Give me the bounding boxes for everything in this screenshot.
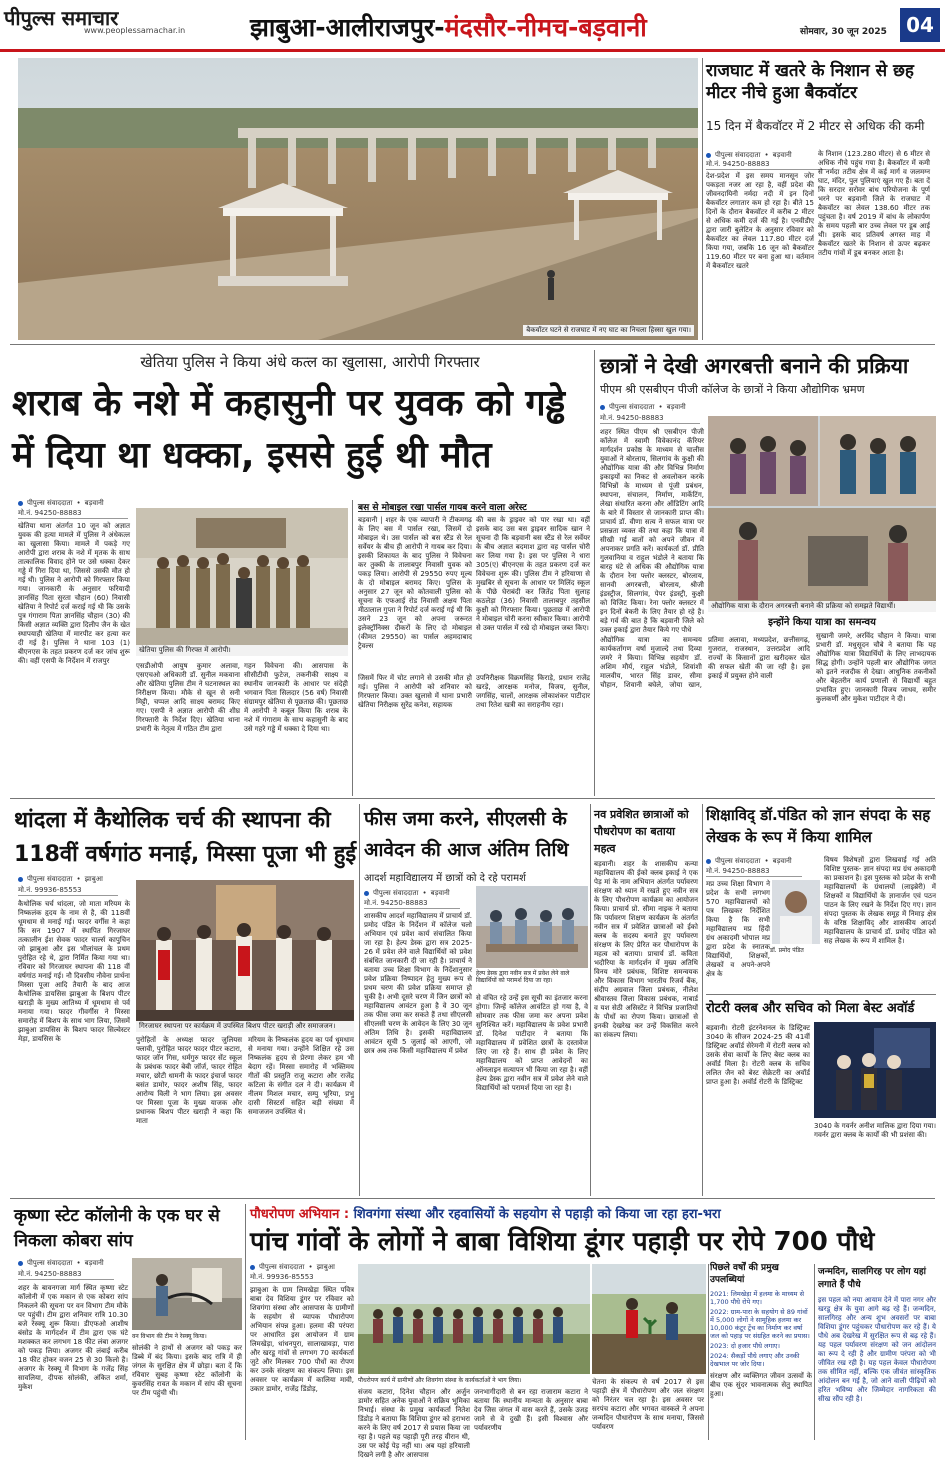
title-part-2: मंदसौर-नीमच-बड़वानी [444, 13, 647, 42]
murder-headline: शराब के नशे में कहासुनी पर युवक को गड्ढे में दिया था धक्का, इससे हुई थी मौत [12, 383, 566, 476]
masthead-title [250, 10, 810, 44]
byline-text: पीपुल्स संवाददाता [259, 1262, 305, 1271]
parcel-headline: बस से मोबाइल रखा पार्सल गायब करने वाला अरेस्ट [358, 500, 590, 512]
hill-col5: संरक्षण और व्यक्तिगत जीवन उत्सवों के बीच एक सुंदर भावनात्मक सेतु स्थापित हुआ। [710, 1372, 812, 1398]
achievements-list [710, 1290, 812, 1368]
rajghat-illustration [18, 58, 698, 340]
pandit-photo [772, 880, 820, 944]
fees-col1: शासकीय आदर्श महाविद्यालय में प्राचार्य डॉ. प्रमोद पंडित के निर्देशन में कॉलेज चलो अभियान एवं प्रवेश कार्य संचालित किया जा रहा है। हेल्प डेस्क द्वारा सत्र 2025-26 में प्रवेश लेने वाले विद्यार्थियों को प्रवेश संबंधित जानकारी दी जा रही है। प्राचार्य ने बताया उच्च शिक्षा विभाग के निर्देशानुसार प्रवेश प्रक्रिया निष्पादन हेतु मुख्य रूप से प्रथम चरण की प्रवेश प्रक्रिया समाप्त हो चुकी है। अभी दूसरे चरण में जिन छात्रों को महाविद्यालय आवंटन हुआ है वे 30 जून तक फीस जमा कर सकते हैं तथा सीएलसी सीएलसी चरण के आवेदन के लिए 30 जून अंतिम तिथि है। इसकी महाविद्यालय आवंटन सूची 5 जुलाई को आएगी, जो छात्र अब तक किसी महाविद्यालय में प्रवेश [364, 912, 472, 1055]
cobra-col2: सोलंकी ने हाथों से अजगर को पकड़ कर डिब्बे में बंद किया। इसके बाद रात्रि में ही जंगल के सुरक्षित क्षेत्र में छोड़ा। बता दें कि रविवार सुबह कृष्णा स्टेट कॉलोनी के कुवरसिंह रावत के मकान में सांप की सूचना पर टीम पहुंची थी। [132, 1344, 242, 1397]
birthday-headline: जन्मदिन, सालगिरह पर लोग यहां लगाते हैं पौधे [818, 1267, 926, 1290]
murder-kicker: खेतिया पुलिस ने किया अंधे कत्ल का खुलासा, आरोपी गिरफ्तार [140, 353, 480, 371]
agarbatti-illustration [708, 416, 936, 612]
rotary-headline: रोटरी क्लब और सचिव को मिला बेस्ट अवॉर्ड [706, 1001, 915, 1016]
parcel-col2: की बस के ड्राइवर को पार रखा था। वहीं इसके बाद उस बस ड्राइवर सादिक खान ने सूचना दी कि बड़वानी बस स्टैंड से रेल सर्वेयर के बीच अज्ञात बदमाश द्वारा वह पार्सल चोरी कर लिया गया है। इस पर पुलिस ने धारा 305(ए) बीएनएस के तहत प्रकरण दर्ज कर विवेचना शुरू की। पुलिस टीम ने हरियाणा से मुखबिर से सूचना के आधार पर मिलिंद स्कूल के पीछे घेराबंदी कर जितेंद्र पिता सुलाह कठलेड़ा (36) निवासी तालाबपुर तहसील कुक्षी को गिरफ्तार किया। पूछताछ में आरोपी ने मोबाइल चोरी करना स्वीकार किया। आरोपी से उक्त पार्सल में रखे दो मोबाइल जब्त किए। [476, 516, 590, 632]
pandit-photo-caption: डॉ. प्रमोद पंडित [770, 947, 804, 954]
agarbatti-headline: छात्रों ने देखी अगरबत्ती बनाने की प्रक्रिया [600, 354, 909, 378]
fees-col2: से वंचित रहे उन्हें इस सूची का इंतजार करना होगा। जिन्हें कॉलेज आवंटित हो गया है, वे सोमवार तक फीस जमा कर अपना प्रवेश सुनिश्चित करें। महाविद्यालय के प्रवेश प्रभारी डॉ. दिनेश पाटीदार ने बताया कि महाविद्यालय में प्रवेशित छात्रों के दस्तावेज लिए जा रहे हैं। साथ ही प्रवेश के लिए महाविद्यालय को प्राप्त आवेदनों का ऑनलाइन सत्यापन भी किया जा रहा है। वहीं हेल्प डेस्क द्वारा नवीन सत्र में प्रवेश लेने वाले विद्यार्थियों को परामर्श दिया जा रहा है। [476, 994, 588, 1092]
byline-text: पीपुल्स संवाददाता [715, 150, 761, 159]
pandit-headline: शिक्षाविद् डॉ.पंडित को ज्ञान संपदा के सह लेखक के रूप में किया शामिल [706, 806, 931, 846]
achievement-item: 2023: दो हजार पौधे लगाए। [710, 1342, 780, 1350]
church-mobile: मो.नं. 99936-85553 [18, 886, 118, 896]
police-photo-caption: खेतिया पुलिस की गिरफ्त में आरोपी। [136, 645, 348, 656]
pandit-portrait [772, 880, 820, 944]
byline-dot [600, 405, 605, 410]
fees-subhead: आदर्श महाविद्यालय में छात्रों को दे रहे परामर्श [364, 873, 526, 884]
byline-place: झाबुआ [316, 1262, 335, 1271]
cobra-headline: कृष्णा स्टेट कॉलोनी के एक घर से निकला कोबरा सांप [14, 1206, 220, 1251]
achievement-item: 2024: सैकड़ों पौधे लगाए और उनकी देखभाल पर जोर दिया। [710, 1352, 800, 1368]
agarbatti-photo [708, 416, 936, 612]
fees-mobile: मो.नं. 94250-88883 [364, 899, 460, 909]
eco-col1: बड़वानी। शहर के शासकीय कन्या महाविद्यालय की ईको क्लब इकाई ने एक पेड़ मां के नाम अभियान अंतर्गत पर्यावरण संरक्षण को ध्यान में रखते हुए नवीन सत्र के लिए पौधरोपण कार्यक्रम का आयोजन किया। प्राचार्य प्रो. सीमा नाइक ने बताया कि पर्यावरण शिक्षण कार्यक्रम के अंतर्गत नवीन सत्र में प्रवेशित छात्राओं को ईको क्लब के सदस्य बनाते हुए पर्यावरण संरक्षण के लिए प्रेरित कर पौधारोपण के महत्व को बताया। प्राचार्य डॉ. कविता भदौरिया के मार्गदर्शन में मुख्य अतिथि विनय मोरे प्रबंधक, विशिष्ट समन्वयक और विकास विभाग भारतीय रिजर्व बैंक, संदीप अग्रवाल जिला प्रबंधक, नीलेश श्रीवास्तव जिला विकास प्रबंधक, नाबार्ड व यश सेठी असिस्टेंट ने विभिन्न प्रजातियों के पौधों का रोपण किया। छात्राओं से इनकी देखरेख कर उन्हें विकसित करने का संकल्प लिया। [594, 860, 698, 1039]
byline-text: पीपुल्स संवाददाता [715, 856, 761, 865]
church-headline: थांदला में कैथोलिक चर्च की स्थापना की 118वीं वर्षगांठ मनाई, मिस्सा पूजा भी हुई [14, 808, 357, 867]
byline-text: पीपुल्स संवाददाता [27, 498, 73, 507]
byline-dot [18, 501, 23, 506]
agarbatti-photo-caption: औद्योगिक यात्रा के दौरान अगरबत्ती बनाने की प्रक्रिया को समझते विद्यार्थी। [708, 601, 936, 612]
church-byline: पीपुल्स संवाददाता • झाबुआ [18, 874, 148, 884]
hill-group-illustration [358, 1264, 590, 1374]
police-photo [136, 508, 348, 656]
website: www.peoplessamachar.in [84, 26, 186, 35]
coordination-subhead: इन्होंने किया यात्रा का समन्वय [768, 617, 876, 628]
rotary-illustration [814, 1022, 936, 1118]
murder-col2: एसडीओपी आयुष कुमार अलावा, एसएचओ अधिकारी डॉ. सुनील मकवाना और खेतिया पुलिस टीम ने घटनास्थल का निरीक्षण किया। मौके से खून से सनी मिट्टी, चप्पल आदि साक्ष्य बरामद किए गए। एसपी ने अज्ञात आरोपी की शीघ्र गिरफ्तारी के निर्देश दिए। खेतिया थाना प्रभारी के नेतृत्व में गठित टीम द्वारा [136, 662, 240, 733]
church-photo-caption: गिरजाघर स्थापना पर कार्यक्रम में उपस्थित बिशप पीटर खराड़ी और समाजजन। [136, 1021, 354, 1032]
byline-text: पीपुल्स संवाददाता [609, 402, 655, 411]
hill-group-caption: पौधरोपण कार्य में ग्रामीणों और शिवगंगा संस्था के कार्यकर्ताओं ने भाग लिया। [358, 1377, 522, 1384]
hill-photo-planting [592, 1264, 706, 1374]
murder-byline: पीपुल्स संवाददाता • बड़वानी [18, 498, 158, 508]
rajghat-photo [18, 58, 698, 340]
title-part-1: झाबुआ-आलीराजपुर- [250, 13, 445, 42]
hill-photo-group [358, 1264, 590, 1374]
agarbatti-mobile: मो.नं. 94250-88883 [600, 414, 700, 424]
achievements-box [710, 1262, 812, 1436]
cobra-illustration [132, 1258, 242, 1330]
byline-text: पीपुल्स संवाददाता [27, 1258, 73, 1267]
eco-headline: नव प्रवेशित छात्राओं को पौधरोपण का बताया महत्व [594, 808, 689, 855]
rajghat-col1: देश-प्रदेश में इस समय मानसून जोर पकड़ता नजर आ रहा है, वहीं प्रदेश की जीवनदायिनी नर्मदा नदी में इन दिनों बैकवॉटर लगातार कम हो रहा है। बीते 15 दिनों के दौरान बैकवॉटर में करीब 2 मीटर से अधिक कमी दर्ज की गई है। एनवीडीए द्वारा जारी बुलेटिन के अनुसार रविवार को बैकवॉटर का लेवल 117.80 मीटर दर्ज किया गया, जबकि 16 जून को बैकवॉटर 119.60 मीटर पर बना हुआ था। वर्तमान में बैकवॉटर खतरे [706, 172, 814, 270]
byline-place: बड़वानी [772, 856, 792, 865]
byline-text: पीपुल्स संवाददाता [27, 874, 73, 883]
hill-kicker-text: शिवगंगा संस्था और रहवासियों के सहयोग से पहाड़ी को किया जा रहा हरा-भरा [353, 1207, 721, 1222]
birthday-col: इस पहल को नया आयाम देने में पारा नगर और खरडू क्षेत्र के युवा आगे बढ़ रहे हैं। जन्मदिन, सालगिरह और अन्य शुभ अवसरों पर बाबा विशिया डूंगर पहुंचकर पौधारोपण कर रहे हैं। ये पौधे अब देखरेख में सुरक्षित रूप से बढ़ रहे हैं। यह पहल पर्यावरण संरक्षण को जन आंदोलन का रूप दे रही है और ग्रामीण परंपरा को भी जीवित रख रही है। यह पहल केवल पौधारोपण तक सीमित नहीं, बल्कि एक जीवंत सांस्कृतिक आंदोलन बन गई है, जो आने वाली पीढ़ियों को हरित भविष्य और जिम्मेदार नागरिकता की सीख सौंप रही है। [818, 1296, 936, 1403]
byline-place: बड़वानी [666, 402, 686, 411]
rajghat-photo-caption: बैकवॉटर घटने से राजघाट में नए घाट का निचला हिस्सा खुल गया। [523, 325, 694, 336]
byline-dot [18, 1261, 23, 1266]
date: सोमवार, 30 जून 2025 [800, 27, 887, 37]
fees-headline: फीस जमा करने, सीएलसी के आवेदन की आज अंतिम तिथि [364, 808, 569, 861]
church-col2: पुरोहितों के अध्यक्ष फादर जुलियस फ्लावी, पुरोहित फादर फादर पीटर कटारा, फादर जॉन गिस, धर्मगुरु फादर सेंट स्कूल के प्रबंधक फादर बेबी जॉर्ज, फादर रोहित मचार, छोटी धामनी के फादर इंचार्ज फादर बसंत डामोर, फादर अशीष सिंह, फादर आरोग्य विली ने भाग लिया। इस अवसर पर मिस्सा पूजा के मुख्य याजक और प्रधानक बिशप पीटर खराड़ी ने कहा कि माता [136, 1036, 242, 1125]
byline-dot [364, 891, 369, 896]
achievements-title: पिछले वर्षों की प्रमुख उपलब्धियां [710, 1263, 779, 1285]
church-col3: मरियम के निष्कलंक हृदय का पर्व धूमधाम से मनाया गया। उन्होंने शिक्षित रहे उस निष्कलंक हृदय से प्रेरणा लेकर हम भी बेदाग रहें। मिस्सा समारोह में भक्तिमय गीतों की प्रस्तुति राजू कटारा और राजेंद्र कटिला के संगीत दल ने दी। कार्यक्रम में नीलम मिशल मचार, सम्पु भूरिया, प्रभु दासी सिस्टर्स सहित बड़ी संख्या में समाजजन उपस्थित थे। [248, 1036, 354, 1116]
rajghat-byline: पीपुल्स संवाददाता • बड़वानी [706, 150, 826, 160]
rajghat-mobile: मो.नं. 94250-88883 [706, 160, 826, 170]
page-number: 04 [900, 8, 940, 42]
church-photo [136, 880, 354, 1032]
hill-col4: चेतना के संकल्प से वर्ष 2017 से इस पहाड़ी क्षेत्र में पौधारोपण और जल संरक्षण को निरंतर चल रहा है। इस अवसर पर सरपंच कटारा और भगवत वास्कले ने अपना जन्मदिन पौधारोपण के साथ मनाया, जिससे पर्यावरण [592, 1378, 704, 1431]
hill-byline: पीपुल्स संवाददाता • झाबुआ [250, 1262, 370, 1272]
rotary-col2: 3040 के गवर्नर अनीश मालिक द्वारा दिया गया। गवर्नर द्वारा क्लब के कार्यों की भी प्रशंसा की। [814, 1122, 936, 1139]
agarbatti-byline: पीपुल्स संवाददाता • बड़वानी [600, 402, 730, 412]
masthead [0, 0, 945, 52]
church-col1: कैथोलिक चर्च थांदला, जो माता मरियम के निष्कलंक हृदय के नाम से है, की 118वीं धूमधाम से मनाई गई। फादर वर्गीस ने कहा कि सन 1907 में स्थापित गिरजाघर तत्कालीन ईश सेवक फादर चार्ल्स कापुचिन जो झाबुआ और इस भीलांचल के प्रथम पुरोहित रहे थे, द्वारा निर्मित किया गया था। रविवार को गिरजाघर स्थापना की 118 वीं वर्षगांठ मनाई गई। नौ दिवसीय नौवेना प्रार्थना मिस्सा पूजा आदि तैयारी के बाद आज कैथोलिक डायसिस झाबुआ के बिशप पीटर खराड़ी के मुख्य आतिथ्य में धूमधाम से पर्व मनाया गया। फादर गीवर्गीस ने मिस्सा समारोह में बिशप के साथ भाग लिया, जिसमें झाबुआ डायसिस के बिशप फादर सिल्वेस्टर मेड़ा, डायसिस के [18, 900, 130, 1043]
byline-dot [706, 859, 711, 864]
rajghat-subhead: 15 दिन में बैकवॉटर में 2 मीटर से अधिक की कमी [706, 119, 925, 133]
byline-place: बड़वानी [430, 888, 450, 897]
masthead-logo [4, 4, 186, 35]
hill-col1: झाबुआ के ग्राम लिमखेड़ा स्थित पवित्र बाबा देव विशिया डूंगर पर रविवार को शिवगंगा संस्था और आसपास के ग्रामीणों के सहयोग से व्यापक पौधारोपण अभियान संपन्न हुआ। हलमा की परंपरा पर आधारित इस आयोजन में ग्राम लिमखेड़ा, धांधनपुरा, सालाखावड़ा, पारा और खरडू गांवों से लगभग 70 कार्यकर्ता जुटे और मिलकर 700 पौधों का रोपण कर उनके संरक्षण का संकल्प लिया। इस अवसर पर कार्यक्रम में कालिया मावी, उकार डामोर, राजेंद्र डिंडोड़, [250, 1286, 354, 1393]
helpdesk-photo [476, 886, 588, 968]
hill-kicker-label: पौधरोपण अभियान : [250, 1207, 350, 1222]
achievement-item: 2021: लिमखेड़ा में हलमा के माध्यम से 1,700 पौधे रोपे गए। [710, 1290, 804, 1306]
rotary-col1: बड़वानी। रोटरी इंटरनेशनल के डिस्ट्रिक्ट 3040 के सीजन 2024-25 की 41वीं डिस्ट्रिक्ट अवॉर्ड सेरेमनी में रोटरी क्लब को उसके सेवा कार्यों के लिए बेस्ट क्लब का अवॉर्ड मिला है। रोटरी क्लब के सचिव ललित जैन को बेस्ट सेक्रेटरी का अवॉर्ड प्राप्त हुआ है। अवॉर्ड रोटरी के डिस्ट्रिक्ट [706, 1024, 810, 1086]
murder-col5: उपनिरीक्षक विक्रमसिंह किराड़े, प्रधान राजेंद्र खरड़े, आरक्षक मनोज, विजय, सुनील, जगसिंह, चालों, आरक्षक लोकाशंकर पाटीदार तथा रितेश खत्री का सराहनीय रहा। [476, 674, 590, 709]
agarbatti-col2: औद्योगिक यात्रा का समन्वय कार्यकर्तागण वर्षा मुजाल्दे तथा दिव्या जमरे ने किया। विभिन्न सहयोग डॉ. अशिम मौर्य, राहुल भंडोले, शिवांशी मालवीय, भारत सिंह डावर, सीमा चौहान, शिवानी बघेले, जोया खान, प्रतिमा अलावा, मध्यप्रदेश, छत्तीसगढ़, गुजरात, राजस्थान, उत्तरप्रदेश आदि राज्यों के किसानों द्वारा खरीदकर खेत की सफल खेती की जा रही है। इस इकाई में प्रयुक्त होने वाली [600, 636, 810, 689]
murder-col1: खेतिया थाना अंतर्गत 10 जून को अज्ञात युवक की हत्या मामले में पुलिस ने अंधेकत्ल का खुलासा किया। मामले में पकड़े गए आरोपी द्वारा शराब के नशे में मृतक के साथ तात्कालिक विवाद होने पर उसे धक्का देकर गड्ढे में गिरा दिया था, जिससे उसकी मौत हो गई थी। पुलिस ने आरोपी को गिरफ्तार किया गया। जानकारी के अनुसार फरियादी ज्ञानसिंह पिता सुरता चौहान (60) निवासी खेतिया ने रिपोर्ट दर्ज कराई गई थी कि उसके पुत्र गंगाराम पिता ज्ञानसिंह चौहान (30) की किसी अज्ञात व्यक्ति द्वारा दिलीप जैन के खेत स्थापयाही खेतिया में मारपीट कर हत्या कर दी गई है। पुलिस ने थाना 103 (1) बीएनएस के तहत प्रकरण दर्ज कर जांच शुरू की। वहीं एसपी के निर्देशन में राजपुर [18, 522, 130, 665]
logo-text: पीपुल्स समाचार [4, 6, 119, 30]
byline-place: बड़वानी [772, 150, 792, 159]
helpdesk-illustration [476, 886, 588, 968]
byline-place: बड़वानी [84, 1258, 104, 1267]
hill-kicker [250, 1204, 936, 1220]
cobra-col1: शहर के बावनगजा मार्ग स्थित कृष्णा स्टेट कॉलोनी में एक मकान से एक कोबरा सांप निकलने की सूचना पर वन विभाग टीम मौके पर पहुंची। टीम द्वारा शनिवार रात्रि 10.30 बजे रेस्क्यू शुरू किया। डीएफओ आशीष बंसोड के मार्गदर्शन में टीम द्वारा एक घंटे मशक्कत कर लगभग 18 फीट लंबा अजगर को पकड़ लिया। अजगर की लंबाई करीब 18 फीट होकर वजन 25 से 30 किलो है। अजगर के रेस्क्यू में विभाग के गजेंद्र सिंह सावलिया, दीपक सोलंकी, अंकित शर्मा, मुकेश [18, 1284, 128, 1391]
fees-byline: पीपुल्स संवाददाता • बड़वानी [364, 888, 474, 898]
rajghat-headline: राजघाट में खतरे के निशान से छह मीटर नीचे हुआ बैकवॉटर [706, 61, 914, 103]
cobra-photo-caption: वन विभाग की टीम ने रेस्क्यू किया। [132, 1333, 207, 1340]
pandit-col2: विषय विशेषज्ञों द्वारा लिखवाई गई अति विशिष्ट पुस्तक- ज्ञान संपदा मप्र ग्रंथ अकादमी का प्रकाशन है। इस पुस्तक को प्रदेश के सभी महाविद्यालयों के ग्रंथालयों (लाइब्रेरी) में शिक्षकों व विद्यार्थियों के ज्ञानार्जन एवं पठन पाठन के लिए रखने के निर्देश दिए गए। ज्ञान संपदा पुस्तक के लेखक समूह में निमाड़ क्षेत्र के वरिष्ठ शिक्षाविद् और शासकीय आदर्श महाविद्यालय के प्राचार्य डॉ. प्रमोद पंडित को सह लेखक के रूप में शामिल है। [824, 856, 936, 945]
helpdesk-photo-caption: हेल्प डेस्क द्वारा नवीन सत्र में प्रवेश लेने वाले विद्यार्थियों को परामर्श दिया जा रहा। [476, 970, 570, 984]
cobra-byline: पीपुल्स संवाददाता • बड़वानी [18, 1258, 138, 1268]
achievement-item: 2022: ग्राम-पारा के सहयोग से 89 गांवों में 5,000 लोगों ने सामूहिक हलमा कर 10,000 कंटूर ट्रेंच का निर्माण कर वर्षा जल को पहाड़ पर संग्रहित करने का प्रयास। [710, 1308, 810, 1340]
hill-col3: जनभागीदारी से बन रहा राजाराम कटारा ने बताया कि स्थानीय मान्यता के अनुसार बाबा देव जिस जंगल में वास करते हैं, उसके उजड़ जाने से वे दुखी हैं। इसी विश्वास और पर्यावरणीय [474, 1388, 588, 1432]
parcel-col1: बड़वानी | शहर के एक व्यापारी ने टीकमगढ़ के लिए बस में पार्सल रखा, जिसमें दो मोबाइल थे। उस पार्सल को बस स्टैंड से रेल सर्वेयर के बीच ही आरोपी ने गायब कर दिया। इसकी शिकायत के बाद पुलिस ने विवेचना कर तुक्की के तालाबपुर निवासी युवक को पकड़ लिया। आरोपी से 29550 रुपए मूल्य के दो मोबाइल बरामद किए। पुलिस के अनुसार 27 जून को कोतवाली पुलिस को सूचना के एफआई रोड निवासी अक्षय पिता मीठालाल गुप्ता ने रिपोर्ट दर्ज कराई गई थी कि उसने 23 जून को अपना जरूरत इलेक्ट्रॉनिक्स दीकरों के लिए दो मोबाइल (कीमत 29550) का पार्सल अहमदाबाद ट्रैवल्स [358, 516, 473, 650]
agarbatti-col1: शहर स्थित पीएम श्री एसबीएन पीजी कॉलेज में स्वामी विवेकानंद कॅरियर मार्गदर्शन प्रकोष्ठ के माध्यम से चालीस युवाओं ने बोरलाय, सिलगांव के कुक्षी की औद्योगिक यात्रा की और विभिन्न निर्माण इकाइयों का निकट से अवलोकन करके विभिन्नों के माध्यम से पूंजी प्रबंधन, स्थापना, संचालन, निर्माण, मार्केटिंग, लेखा संधारित करना और ऑडिटिंग आदि के बारे में विस्तार से जानकारी प्राप्त की। प्राचार्य डॉ. वीणा सत्य ने सफल यात्रा पर प्रसन्नता व्यक्त की तथा कहा कि यात्रा में सीखी गई बातों को अपने जीवन में अपनाकर प्रगति करें। कार्यकर्ता डॉ. प्रीति गुलवानिया व राहुल भंडोले ने बताया कि बारह घंटे से अधिक की औद्योगिक यात्रा के दौरान रेना फ्लोर क्लस्टर, बोरलाय, सानवी अगरबत्ती, बोरलाय, श्रीजी इंडस्ट्रीज, सिलगांव, पेपर इंडस्ट्री, कुक्षी को विजिट किया। रेना फ्लोर क्लस्टर में इन दिनों बेकरी के लिए तैयार हो रहे है। बड़े गर्व की बात है कि बड़वानी जिले को उक्त इकाई द्वारा तैयार किये गए पौधे [600, 428, 704, 634]
byline-dot [18, 877, 23, 882]
cobra-photo [132, 1258, 242, 1330]
hill-headline: पांच गांवों के लोगों ने बाबा विशिया डूंगर पहाड़ी पर रोपे 700 पौधे [250, 1227, 875, 1257]
byline-place: बड़वानी [84, 498, 104, 507]
murder-col3: गहन विवेचना की। आसपास के सीसीटीवी फुटेज, तकनीकी साक्ष्य व स्थानीय जानकारी के आधार पर संदेही भगवान पिता सिलदार (56 वर्ष) निवासी संग्रामपुर खेतिया से पूछताछ की। पूछताछ में आरोपी ने कबूल किया कि शराब के नशे में गंगाराम के साथ कहासुनी के बाद उसे गहरे गड्ढे में धक्का दे दिया था। [244, 662, 348, 733]
cobra-mobile: मो.नं. 94250-88883 [18, 1270, 114, 1280]
hill-mobile: मो.नं. 99936-85553 [250, 1273, 346, 1283]
church-illustration [136, 880, 354, 1032]
police-illustration [136, 508, 348, 656]
rajghat-col2: के निशान (123.280 मीटर) से 6 मीटर से अधिक नीचे पहुंच गया है। बैकवॉटर में कमी से नर्मदा तटीय क्षेत्र में कई मार्ग व जलमग्न घाट, मंदिर, पुल पुलियाएं खुल गए हैं। बता दें कि सरदार सरोवर बांध परियोजना के पूर्ण भरने पर बड़वानी जिले के राजघाट में बैकवॉटर का लेवल 138.60 मीटर तक पहुंचता है। वर्ष 2019 में बांध के लोकार्पण के समय पहली बार उच्च लेवल पर डूब आई थी। इसके बाद प्रतिवर्ष अगस्त माह में बैकवॉटर खतरे के निशान से ऊपर बढ़कर तटीय गांवों में डूब बनकर आता है। [818, 150, 930, 257]
pandit-mobile: मो.नं. 94250-88883 [706, 867, 802, 877]
byline-dot [250, 1265, 255, 1270]
agarbatti-col3: सुखानी जमरे, अरविंद चौहान ने किया। यात्रा प्रभारी डॉ. मधुसूदन चौबे ने बताया कि यह औद्योगिक यात्रा विद्यार्थियों के लिए लाभदायक सिद्ध होगी। उन्होंने पहली बार औद्योगिक जगत को इतने नजदीक से देखा। आधुनिक तकनीकों और बेहतरीन कार्य प्रणाली से विद्यार्थी बहुत प्रभावित हुए। जानकारी विजय जाधव, समीर कुलकर्णी और मुकेश पाटीदार ने दी। [816, 632, 936, 703]
byline-text: पीपुल्स संवाददाता [373, 888, 419, 897]
byline-place: झाबुआ [84, 874, 103, 883]
murder-mobile: मो.नं. 94250-88883 [18, 509, 128, 519]
murder-col4: जिसमें फिर में चोट लगाने से उसकी मौत हो गई। पुलिस ने आरोपी को शनिवार को गिरफ्तार किया। उक्त खुलासे में थाना प्रभारी खेतिया निरीक्षक सुरेंद्र कनेश, सहायक [358, 674, 472, 709]
byline-dot [706, 153, 711, 158]
agarbatti-subhead: पीएम श्री एसबीएन पीजी कॉलेज के छात्रों ने किया औद्योगिक भ्रमण [600, 383, 865, 396]
hill-col2: संजय कटारा, दिनेश चौहान और अर्जुन डामोर सहित अनेक युवाओं ने सक्रिय भूमिका निभाई। संस्था के प्रमुख कार्यकर्ता नितेश डिंडोड़ ने बताया कि विशिया डूंगर को हराभरा करने के लिए वर्ष 2017 से प्रयास किया जा रहा है। पहले यह पहाड़ी पूरी तरह वीरान थी, उस पर कोई पेड़ नहीं था। अब यहां हरियाली दिखने लगी है और आसपास [358, 1388, 470, 1459]
rotary-photo [814, 1022, 936, 1118]
hill-planting-illustration [592, 1264, 706, 1374]
pandit-col1: मप्र उच्च शिक्षा विभाग ने प्रदेश के सभी लगभग 570 महाविद्यालयों को पत्र लिखकर निर्देशित किया है कि सभी महाविद्यालय मप्र हिंदी ग्रंथ अकादमी भोपाल मप्र द्वारा प्रदेश के स्नातक विद्यार्थियों, शिक्षकों, लेखकों व अपने-अपने क्षेत्र के [706, 880, 770, 978]
pandit-byline: पीपुल्स संवाददाता • बड़वानी [706, 856, 816, 866]
